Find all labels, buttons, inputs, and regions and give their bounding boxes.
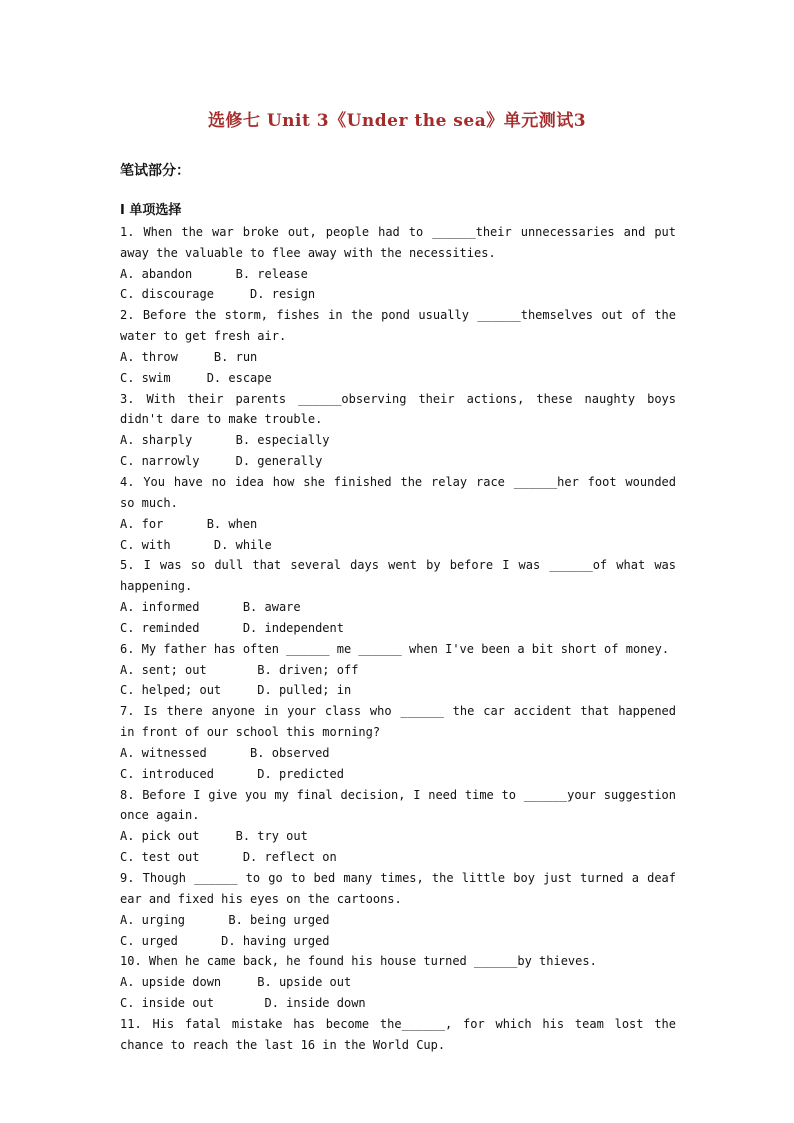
option-line: A. pick out B. try out	[120, 829, 308, 844]
question-stem: 10. When he came back, he found his house turned ______by thieves.	[120, 954, 597, 969]
option-line: A. upside down B. upside out	[120, 975, 352, 990]
option-line: C. discourage D. resign	[120, 287, 316, 302]
option-line: A. sharply B. especially	[120, 433, 330, 448]
question-stem: 7. Is there anyone in your class who ______ the car accident that happened in front of our school this morning?	[120, 704, 676, 740]
part-heading: I 单项选择	[120, 203, 182, 218]
option-line: C. urged D. having urged	[120, 933, 330, 948]
option-line: A. witnessed B. observed	[120, 745, 330, 760]
option-line: C. narrowly D. generally	[120, 454, 323, 469]
option-line: A. informed B. aware	[120, 600, 301, 615]
option-line: A. urging B. being urged	[120, 912, 330, 927]
option-line: C. reminded D. independent	[120, 620, 344, 635]
option-line: C. with D. while	[120, 537, 272, 552]
document-title: 选修七 Unit 3《Under the sea》单元测试3	[207, 111, 587, 131]
section-label: 笔试部分：	[120, 163, 190, 179]
question-list	[120, 201, 676, 1056]
question-stem: 11. His fatal mistake has become the______, for which his team lost the chance to reach the last 16 in the World Cup.	[120, 1016, 676, 1052]
question-stem: 2. Before the storm, fishes in the pond usually ______themselves out of the water to get fresh air.	[120, 308, 676, 344]
question	[120, 951, 676, 1014]
option-line: C. inside out D. inside down	[120, 996, 366, 1011]
question-stem: 9. Though ______ to go to bed many times, the little boy just turned a deaf ear and fixed his eyes on the cartoons.	[120, 871, 676, 906]
option-line: A. throw B. run	[120, 349, 258, 364]
question-stem: 4. You have no idea how she finished the relay race ______her foot wounded so much.	[120, 474, 676, 510]
question	[120, 868, 676, 951]
option-line: C. introduced D. predicted	[120, 766, 344, 781]
option-line: A. abandon B. release	[120, 266, 308, 281]
question	[120, 222, 676, 305]
question	[120, 639, 676, 702]
option-line: C. helped; out D. pulled; in	[120, 683, 352, 698]
question	[120, 389, 676, 472]
question	[120, 701, 676, 784]
question	[120, 555, 676, 638]
question-stem: 8. Before I give you my final decision, I need time to ______your suggestion once again.	[120, 787, 676, 823]
question	[120, 472, 676, 555]
option-line: A. sent; out B. driven; off	[120, 662, 359, 677]
question-stem: 6. My father has often ______ me ______ when I've been a bit short of money.	[120, 641, 670, 656]
option-line: C. swim D. escape	[120, 370, 272, 385]
option-line: C. test out D. reflect on	[120, 850, 337, 865]
question-stem: 5. I was so dull that several days went by before I was ______of what was happening.	[120, 558, 676, 594]
option-line: A. for B. when	[120, 516, 258, 531]
question	[120, 1014, 676, 1056]
question	[120, 785, 676, 868]
question	[120, 305, 676, 388]
question-stem: 1. When the war broke out, people had to ______their unnecessaries and put away the valuable to flee away with the necessities.	[120, 224, 676, 260]
question-stem: 3. With their parents ______observing their actions, these naughty boys didn't dare to make trouble.	[120, 391, 676, 427]
